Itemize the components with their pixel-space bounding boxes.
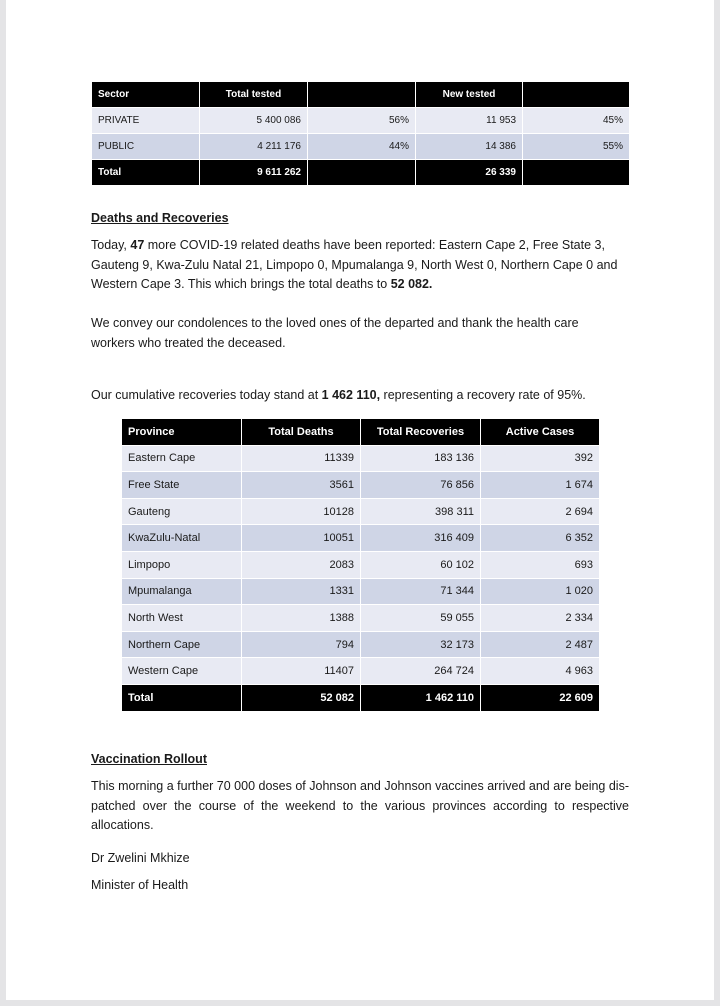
province-header-row	[122, 419, 600, 446]
total-deaths-cell: 2083	[242, 551, 361, 578]
active-cases-cell: 693	[481, 551, 600, 578]
total-recoveries-cell: 71 344	[361, 578, 481, 605]
total-deaths-cell: 52 082	[242, 684, 361, 711]
total-recoveries-cell: 183 136	[361, 445, 481, 472]
table-row	[122, 631, 600, 658]
deaths-paragraph: Today, 47 more COVID-19 related deaths have been reported: Eastern Cape 2, Free State 3, Gauteng 9, Kwa-Zulu Natal 21, Limpopo 0, Mpumalanga 9, North West 0, Northern Cape 0 and Western Cape 3. This which brings the total deaths to 52 082.	[91, 238, 618, 291]
header-total-tested: Total tested	[200, 82, 308, 108]
province-cell: North West	[122, 605, 242, 632]
province-cell: Northern Cape	[122, 631, 242, 658]
sector-cell: PRIVATE	[92, 108, 200, 134]
testing-table	[91, 81, 630, 186]
new-tested-cell: 14 386	[416, 134, 523, 160]
table-row	[122, 472, 600, 499]
province-cell: Total	[122, 684, 242, 711]
signature-name: Dr Zwelini Mkhize	[91, 851, 190, 865]
table-row	[122, 498, 600, 525]
total-recoveries-cell: 76 856	[361, 472, 481, 499]
province-cell: Mpumalanga	[122, 578, 242, 605]
total-deaths-cell: 1388	[242, 605, 361, 632]
header-blank	[308, 82, 416, 108]
sector-cell: Total	[92, 160, 200, 186]
total-tested-cell: 5 400 086	[200, 108, 308, 134]
vaccination-paragraph: This morning a further 70 000 doses of Johnson and Johnson vaccines arrived and are being dis-patched over the course of the weekend to the various provinces according to respective allocations.	[91, 779, 629, 832]
province-body	[122, 445, 600, 711]
table-row	[122, 551, 600, 578]
testing-total-row	[92, 160, 630, 186]
new-pct-cell: 45%	[523, 108, 630, 134]
active-cases-cell: 6 352	[481, 525, 600, 552]
table-row	[122, 658, 600, 685]
table-row	[122, 578, 600, 605]
total-pct-cell: 44%	[308, 134, 416, 160]
table-row	[92, 108, 630, 134]
header-total-deaths: Total Deaths	[242, 419, 361, 446]
header-blank	[523, 82, 630, 108]
total-recoveries-cell: 316 409	[361, 525, 481, 552]
province-table	[121, 418, 600, 712]
vaccination-heading: Vaccination Rollout	[91, 752, 207, 766]
header-new-tested: New tested	[416, 82, 523, 108]
deaths-heading: Deaths and Recoveries	[91, 211, 229, 225]
total-tested-cell: 4 211 176	[200, 134, 308, 160]
province-cell: KwaZulu-Natal	[122, 525, 242, 552]
total-pct-cell: 56%	[308, 108, 416, 134]
deaths-count: 47	[130, 238, 145, 252]
province-cell: Gauteng	[122, 498, 242, 525]
total-deaths-cell: 11339	[242, 445, 361, 472]
header-sector: Sector	[92, 82, 200, 108]
header-active-cases: Active Cases	[481, 419, 600, 446]
document-page	[6, 0, 714, 1000]
total-recoveries-cell: 398 311	[361, 498, 481, 525]
recoveries-paragraph: Our cumulative recoveries today stand at 1 462 110, representing a recovery rate of 95%.	[91, 388, 586, 402]
table-row	[122, 525, 600, 552]
active-cases-cell: 1 020	[481, 578, 600, 605]
province-cell: Free State	[122, 472, 242, 499]
total-recoveries-cell: 32 173	[361, 631, 481, 658]
new-pct-cell: 55%	[523, 134, 630, 160]
active-cases-cell: 2 334	[481, 605, 600, 632]
testing-header-row	[92, 82, 630, 108]
province-cell: Limpopo	[122, 551, 242, 578]
total-deaths-cell: 1331	[242, 578, 361, 605]
signature-title: Minister of Health	[91, 878, 189, 892]
province-total-row	[122, 684, 600, 711]
total-deaths-cell: 10128	[242, 498, 361, 525]
total-recoveries-cell: 60 102	[361, 551, 481, 578]
new-tested-cell: 26 339	[416, 160, 523, 186]
total-recoveries-cell: 264 724	[361, 658, 481, 685]
active-cases-cell: 22 609	[481, 684, 600, 711]
total-recoveries-cell: 59 055	[361, 605, 481, 632]
empty-cell	[523, 160, 630, 186]
table-row	[122, 605, 600, 632]
condolences-paragraph: We convey our condolences to the loved ones of the departed and thank the health care workers who treated the deceased.	[91, 316, 579, 350]
header-total-recoveries: Total Recoveries	[361, 419, 481, 446]
table-row	[92, 134, 630, 160]
province-cell: Eastern Cape	[122, 445, 242, 472]
total-deaths-cell: 794	[242, 631, 361, 658]
deaths-total: 52 082.	[390, 277, 433, 291]
total-deaths-cell: 11407	[242, 658, 361, 685]
empty-cell	[308, 160, 416, 186]
sector-cell: PUBLIC	[92, 134, 200, 160]
active-cases-cell: 1 674	[481, 472, 600, 499]
total-tested-cell: 9 611 262	[200, 160, 308, 186]
active-cases-cell: 2 694	[481, 498, 600, 525]
active-cases-cell: 2 487	[481, 631, 600, 658]
recoveries-total: 1 462 110,	[321, 388, 381, 402]
total-recoveries-cell: 1 462 110	[361, 684, 481, 711]
active-cases-cell: 4 963	[481, 658, 600, 685]
total-deaths-cell: 10051	[242, 525, 361, 552]
new-tested-cell: 11 953	[416, 108, 523, 134]
active-cases-cell: 392	[481, 445, 600, 472]
total-deaths-cell: 3561	[242, 472, 361, 499]
header-province: Province	[122, 419, 242, 446]
province-cell: Western Cape	[122, 658, 242, 685]
table-row	[122, 445, 600, 472]
